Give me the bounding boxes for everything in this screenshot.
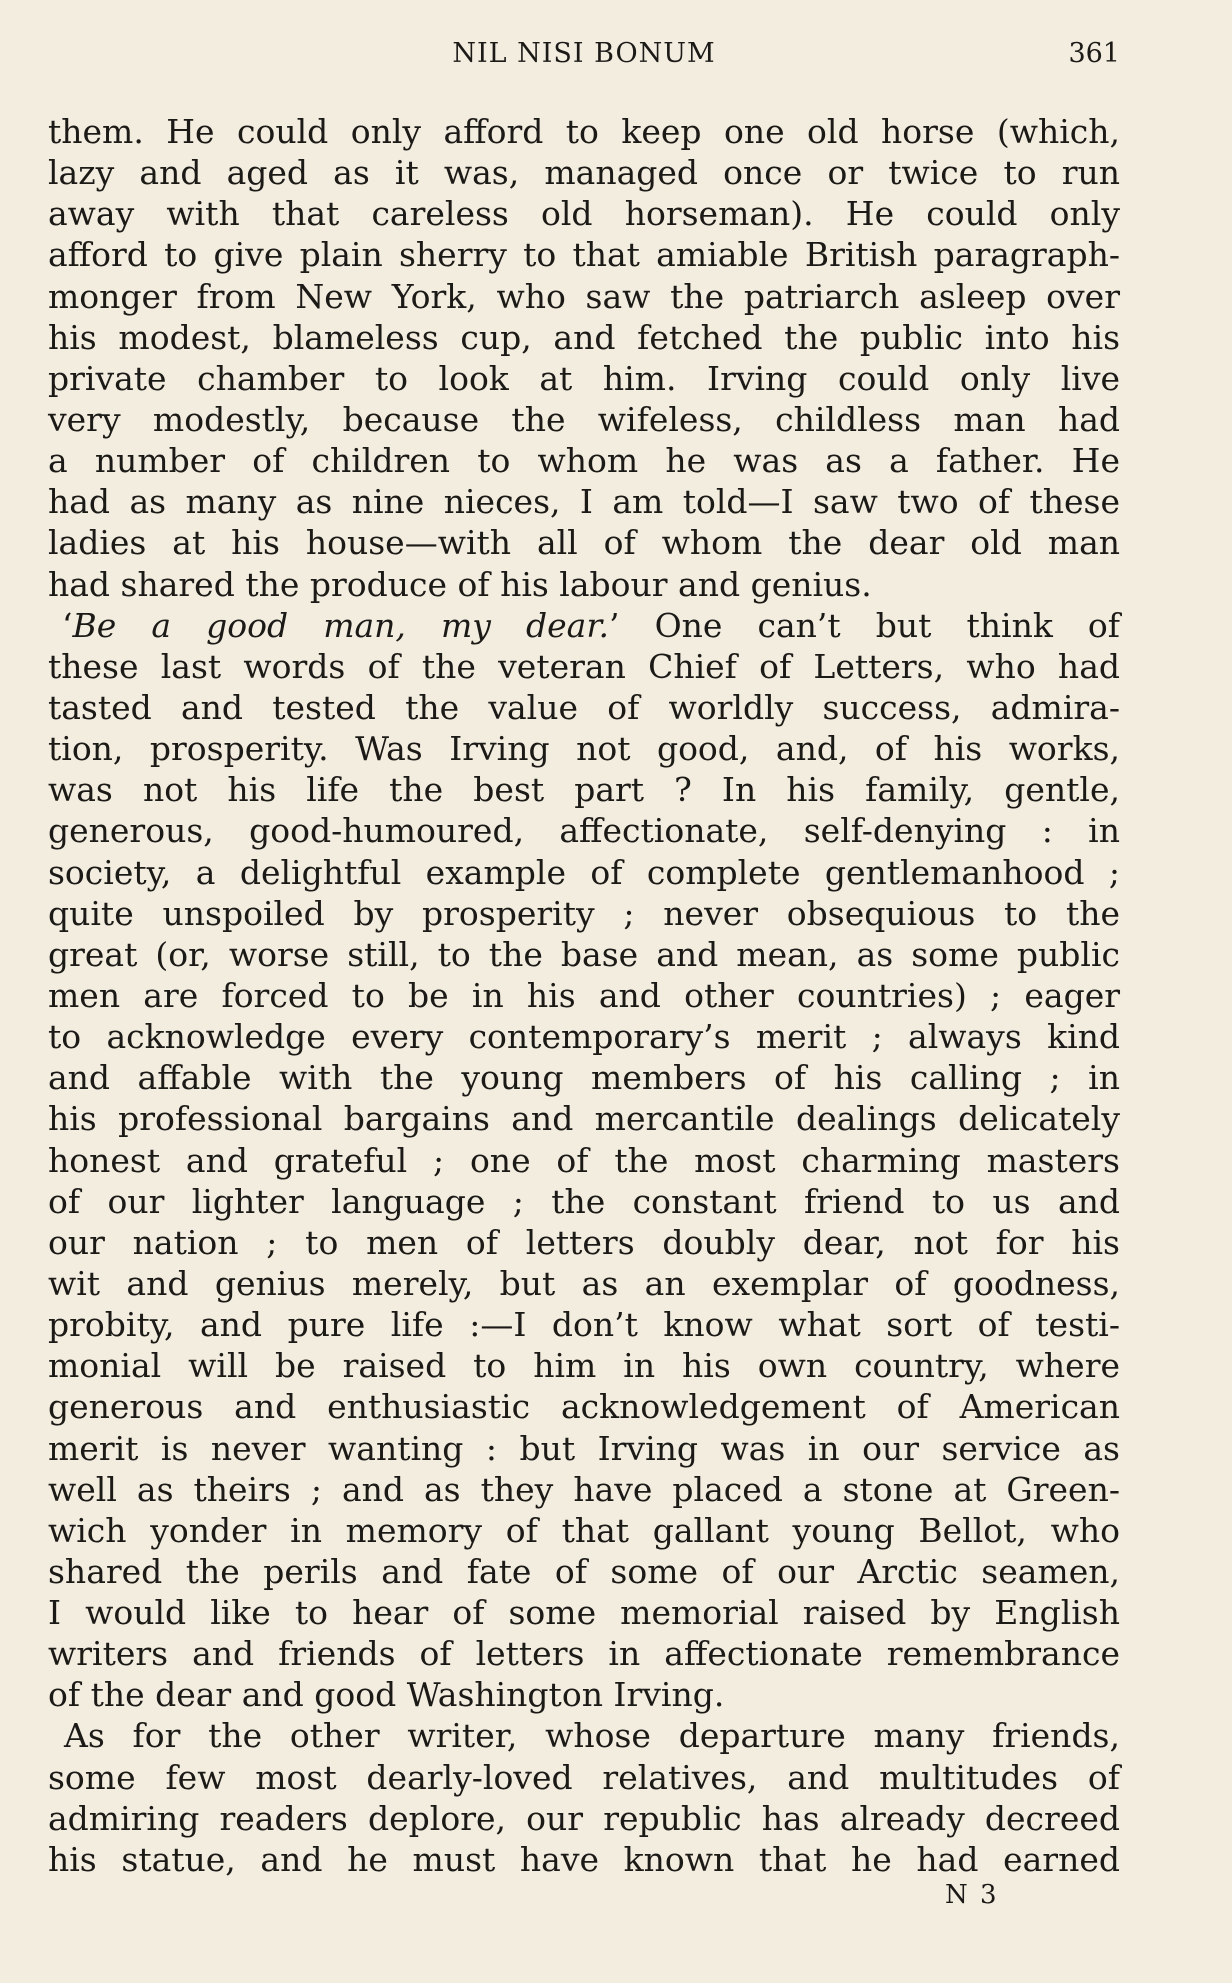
text-line: generous and enthusiastic acknowledgement of American xyxy=(48,1387,1120,1427)
text-line: writers and friends of letters in affectionate remembrance xyxy=(48,1634,1120,1674)
text-line: tion, prosperity. Was Irving not good, and, of his works, xyxy=(48,729,1120,769)
text-line: ladies at his house—with all of whom the dear old man xyxy=(48,523,1120,563)
text-line: lazy and aged as it was, managed once or twice to run xyxy=(48,153,1120,193)
text-line: well as theirs ; and as they have placed a stone at Green- xyxy=(48,1469,1120,1509)
text-line: afford to give plain sherry to that amiable British paragraph- xyxy=(48,235,1120,275)
text-line: of the dear and good Washington Irving. xyxy=(48,1675,725,1715)
text-line: very modestly, because the wifeless, childless man had xyxy=(48,399,1120,439)
text-line: a number of children to whom he was as a father. He xyxy=(48,441,1120,481)
quote-line xyxy=(48,605,1120,646)
text-line: generous, good-humoured, affectionate, self-denying : in xyxy=(48,811,1120,851)
page-number: 361 xyxy=(1068,38,1120,69)
text-line: society, a delightful example of complete gentlemanhood ; xyxy=(48,852,1120,892)
running-head xyxy=(48,38,1120,78)
signature-mark: N 3 xyxy=(945,1880,999,1910)
text-line: had shared the produce of his labour and genius. xyxy=(48,564,872,604)
text-line: to acknowledge every contemporary’s merit ; always kind xyxy=(48,1017,1120,1057)
text-line: wit and genius merely, but as an exemplar of goodness, xyxy=(48,1263,1120,1303)
text-line: his modest, blameless cup, and fetched the public into his xyxy=(48,317,1120,357)
text-line: men are forced to be in his and other countries) ; eager xyxy=(48,975,1120,1015)
text-line: his statue, and he must have known that he had earned xyxy=(48,1839,1120,1879)
text-line: our nation ; to men of letters doubly dear, not for his xyxy=(48,1222,1120,1262)
text-line: I would like to hear of some memorial raised by English xyxy=(48,1593,1120,1633)
text-line: great (or, worse still, to the base and mean, as some public xyxy=(48,934,1120,974)
text-line: monial will be raised to him in his own country, where xyxy=(48,1346,1120,1386)
text-line: and affable with the young members of his calling ; in xyxy=(48,1058,1120,1098)
text-line: quite unspoiled by prosperity ; never obsequious to the xyxy=(48,893,1120,933)
quote-open-mark: ‘ xyxy=(62,605,73,645)
text-line: wich yonder in memory of that gallant young Bellot, who xyxy=(48,1510,1120,1550)
text-line: admiring readers deplore, our republic has already decreed xyxy=(48,1798,1120,1838)
text-line: them. He could only afford to keep one old horse (which, xyxy=(48,112,1120,151)
running-title: NIL NISI BONUM xyxy=(452,38,716,69)
text-line: shared the perils and fate of some of our Arctic seamen, xyxy=(48,1551,1120,1591)
text-line: probity, and pure life :—I don’t know what sort of testi- xyxy=(48,1305,1120,1345)
text-line: of our lighter language ; the constant friend to us and xyxy=(48,1181,1120,1221)
text-line: his professional bargains and mercantile dealings delicately xyxy=(48,1099,1120,1139)
text-line: had as many as nine nieces, I am told—I saw two of these xyxy=(48,482,1120,522)
text-line: honest and grateful ; one of the most charming masters xyxy=(48,1140,1120,1180)
text-line: some few most dearly-loved relatives, and multitudes of xyxy=(48,1757,1120,1797)
text-line: tasted and tested the value of worldly success, admira- xyxy=(48,687,1120,727)
quote-close-mark: ’ xyxy=(609,605,620,645)
body-text xyxy=(48,111,1120,1880)
text-fragment: One can’t but think of xyxy=(654,605,1120,645)
quoted-words: Be a good man, my dear. xyxy=(72,605,609,645)
text-line: away with that careless old horseman). He could only xyxy=(48,194,1120,234)
text-line: As for the other writer, whose departure many friends, xyxy=(64,1716,1120,1756)
text-line: monger from New York, who saw the patriarch asleep over xyxy=(48,276,1120,316)
text-line: was not his life the best part ? In his family, gentle, xyxy=(48,770,1120,810)
text-line: merit is never wanting : but Irving was in our service as xyxy=(48,1428,1120,1468)
text-line: private chamber to look at him. Irving could only live xyxy=(48,358,1120,398)
text-line: these last words of the veteran Chief of Letters, who had xyxy=(48,646,1120,686)
